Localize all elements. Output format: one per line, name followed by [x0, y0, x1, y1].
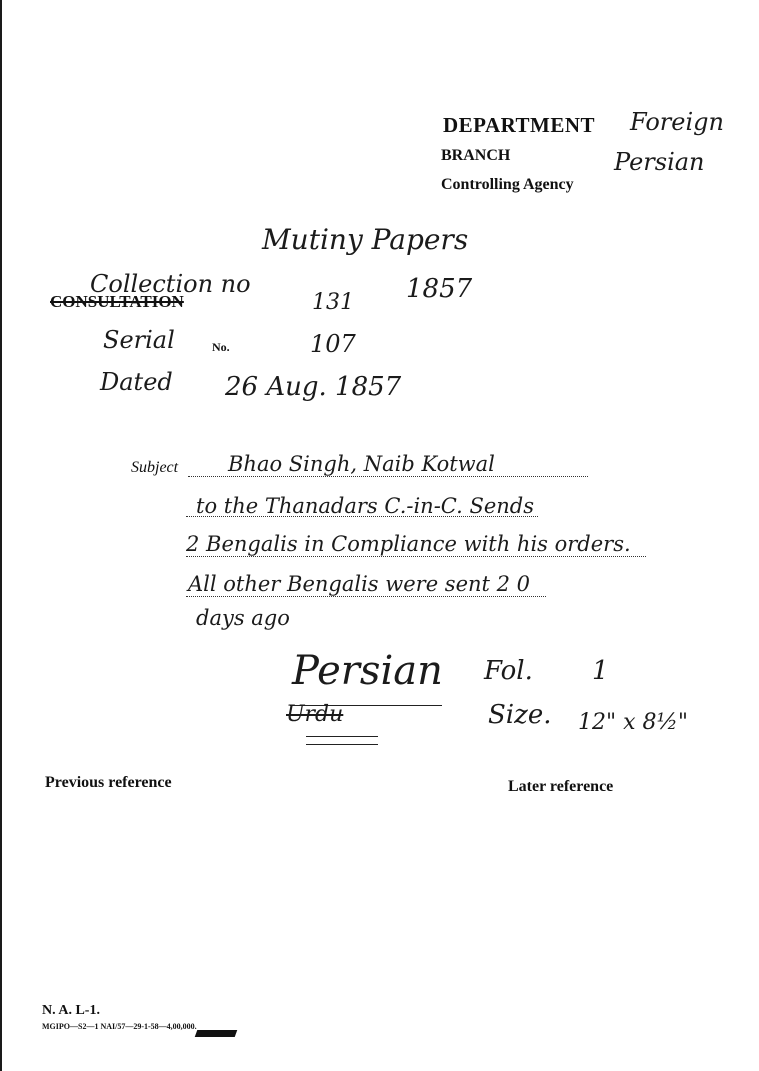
language-value: Persian [292, 648, 443, 694]
folio-value: 1 [592, 656, 609, 686]
collection-year: 1857 [406, 274, 473, 304]
size-value: 12" x 8½" [578, 710, 688, 735]
consultation-label: CONSULTATION [50, 292, 184, 311]
branch-label: BRANCH [441, 147, 511, 164]
department-label: DEPARTMENT [443, 113, 596, 137]
double-underline [306, 736, 378, 737]
collection-label: Collection no [90, 270, 251, 298]
subject-dotted-line [188, 476, 588, 477]
form-code: N. A. L-1. [42, 1003, 100, 1018]
subject-dotted-line [186, 556, 646, 557]
folio-label: Fol. [484, 656, 533, 686]
printer-line: MGIPO—S2—1 NAI/57—29-1-58—4,00,000. [42, 1022, 197, 1031]
controlling-agency-label: Controlling Agency [441, 176, 574, 193]
later-reference-label: Later reference [508, 778, 614, 795]
dated-value: 26 Aug. 1857 [225, 372, 402, 402]
double-underline [306, 744, 378, 745]
subject-label: Subject [131, 459, 179, 476]
subject-line: 2 Bengalis in Compliance with his orders. [186, 532, 631, 556]
page-edge [0, 0, 2, 1071]
branch-value: Persian [614, 148, 705, 176]
collection-number: 131 [312, 290, 354, 315]
subject-line: to the Thanadars C.-in-C. Sends [196, 494, 535, 518]
subject-line: All other Bengalis were sent 2 0 [188, 572, 531, 596]
department-value: Foreign [630, 108, 724, 136]
serial-label: Serial [103, 326, 175, 354]
serial-value: 107 [310, 330, 356, 358]
previous-reference-label: Previous reference [45, 774, 172, 791]
struck-language: Urdu [286, 702, 344, 727]
size-label: Size. [488, 700, 552, 730]
subject-line: days ago [196, 606, 290, 630]
document-title: Mutiny Papers [262, 223, 469, 256]
dated-label: Dated [100, 368, 173, 396]
subject-line: Bhao Singh, Naib Kotwal [228, 452, 495, 476]
serial-no-label: No. [212, 340, 230, 354]
printer-mark [195, 1030, 238, 1037]
subject-dotted-line [186, 596, 546, 597]
